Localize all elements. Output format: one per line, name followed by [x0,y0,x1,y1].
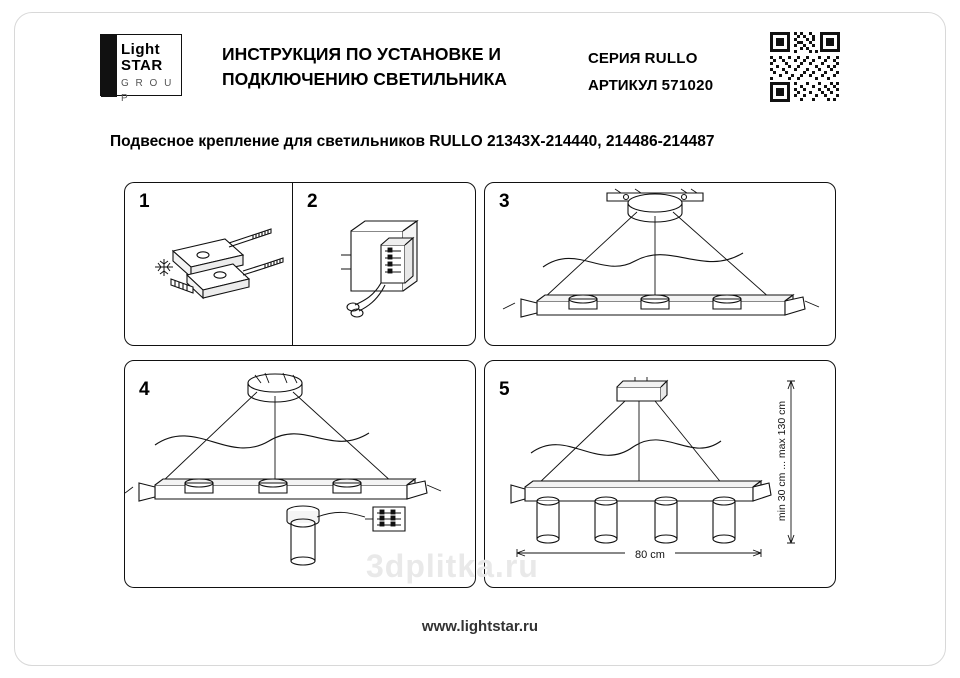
article-value: 571020 [661,77,714,94]
watermark: 3dplitka.ru [366,548,539,584]
logo-line-1: Light [121,41,161,58]
figure-canopy-bar [485,183,837,347]
article-line [588,72,713,99]
logo-bar [101,35,117,97]
logo-line-2: STAR [121,57,163,74]
series-line [588,45,713,72]
brand-logo [100,34,182,104]
product-subtitle: Подвесное крепление для светильников RULLO 21343Х-214440, 214486-214487 [110,133,715,150]
footer-url: www.lightstar.ru [421,618,539,635]
series-article-block [588,45,713,99]
figure-lamp-connection [125,361,477,589]
series-value: RULLO [644,50,698,67]
article-label: АРТИКУЛ [588,77,658,94]
step-panel-3 [484,182,836,346]
step-number-1: 1 [139,191,150,212]
step-number-4: 4 [139,379,150,400]
step-number-5: 5 [499,379,510,400]
logo-line-3: G R O U P [121,78,174,104]
figure-terminal-wiring [293,183,477,347]
step-panel-2 [292,182,476,346]
step-panel-1 [124,182,292,346]
step-panel-5 [484,360,836,588]
height-dimension-label: min 30 cm ... max 130 cm [776,400,788,522]
step-number-2: 2 [307,191,318,212]
page-title: ИНСТРУКЦИЯ ПО УСТАНОВКЕ И ПОДКЛЮЧЕНИЮ СВЕТИЛЬНИКА [222,44,507,89]
figure-mounting-bracket [125,183,293,347]
qr-code [768,30,842,104]
step-panel-4 [124,360,476,588]
figure-dimensions [485,361,837,589]
step-number-3: 3 [499,191,510,212]
series-label: СЕРИЯ [588,50,641,67]
width-dimension-label: 80 cm [635,549,665,561]
